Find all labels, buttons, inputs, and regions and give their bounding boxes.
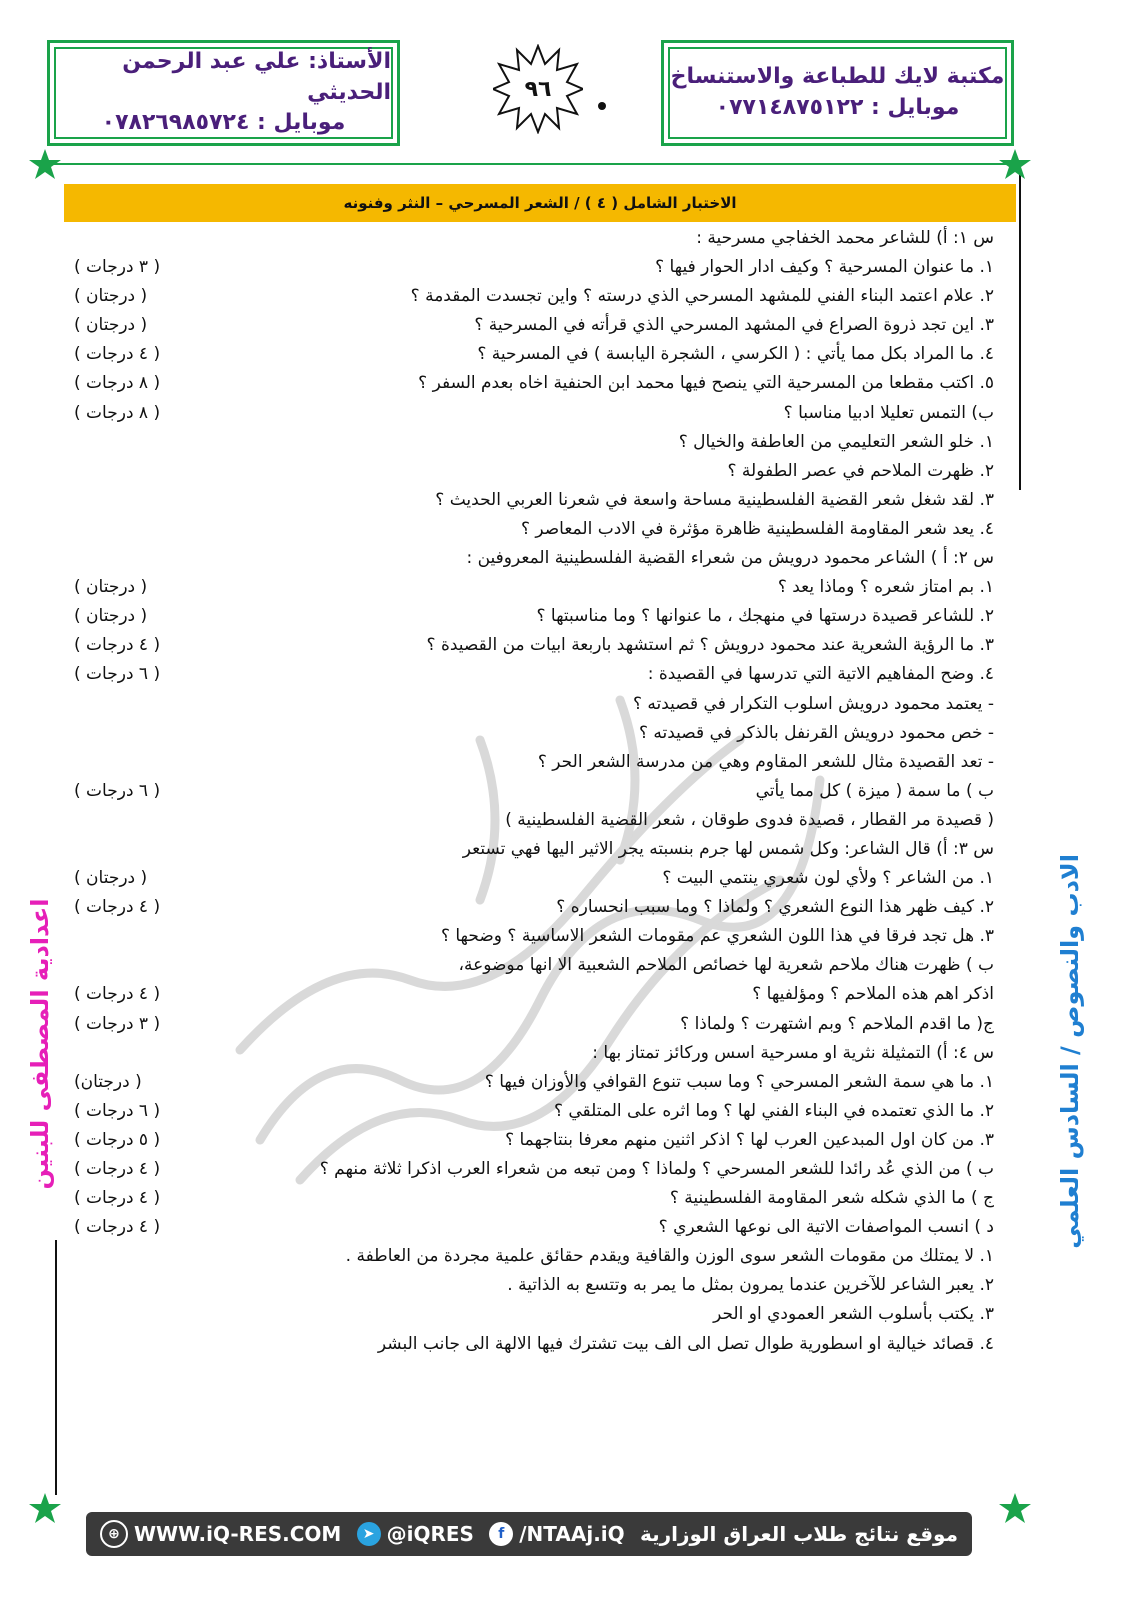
question-row xyxy=(74,602,994,631)
top-divider xyxy=(44,163,1012,165)
question-text: س ١: أ) للشاعر محمد الخفاجي مسرحية : xyxy=(696,228,994,248)
question-row xyxy=(74,311,994,340)
marks-label: ( ٣ درجات ) xyxy=(74,1013,161,1034)
question-row xyxy=(74,660,994,689)
marks-label: ( ٤ درجات ) xyxy=(74,344,161,365)
library-phone: موبايل : ٠٧٧١٤٨٧٥١٢٢ xyxy=(715,95,960,120)
question-text: ٢. للشاعر قصيدة درستها في منهجك ، ما عنوانها ؟ وما مناسبتها ؟ xyxy=(536,606,994,627)
question-row xyxy=(74,777,994,806)
question-row xyxy=(74,690,994,719)
marks-label: ( ٤ درجات ) xyxy=(74,1217,161,1238)
question-text: س ٣: أ) قال الشاعر: وكل شمس لها جرم بنسبته يجر الاثير اليها فهي تستعر xyxy=(462,838,994,859)
page-number-badge xyxy=(493,44,583,134)
star-icon xyxy=(28,1492,62,1526)
question-text: ج ) ما الذي شكله شعر المقاومة الفلسطينية ؟ xyxy=(669,1188,994,1209)
marks-label: ( ٤ درجات ) xyxy=(74,984,161,1005)
side-school-label: اعدادية المصطفى للبنين xyxy=(26,898,54,1190)
question-text: د ) انسب المواصفات الاتية الى نوعها الشعري ؟ xyxy=(658,1217,994,1238)
globe-icon: ⊕ xyxy=(100,1520,128,1548)
question-text: ٤. وضح المفاهيم الاتية التي تدرسها في القصيدة : xyxy=(647,664,994,685)
question-row xyxy=(74,457,994,486)
question-text: اذكر اهم هذه الملاحم ؟ ومؤلفيها ؟ xyxy=(752,984,994,1005)
question-row xyxy=(74,1330,994,1359)
question-row xyxy=(74,1068,994,1097)
marks-label: ( درجتان) xyxy=(74,1071,142,1092)
question-text: ١. ما عنوان المسرحية ؟ وكيف ادار الحوار فيها ؟ xyxy=(655,257,994,278)
question-text: ٢. كيف ظهر هذا النوع الشعري ؟ ولماذا ؟ وما سبب انحساره ؟ xyxy=(556,897,994,918)
question-text: ٣. يكتب بأسلوب الشعر العمودي او الحر xyxy=(713,1304,994,1325)
question-row xyxy=(74,1010,994,1039)
question-text: ١. من الشاعر ؟ ولأي لون شعري ينتمي البيت ؟ xyxy=(662,868,994,889)
question-text: ١. لا يمتلك من مقومات الشعر سوى الوزن والقافية ويقدم حقائق علمية مجردة من العاطفة . xyxy=(345,1246,994,1267)
footer-telegram[interactable]: ➤ @iQRES xyxy=(357,1522,474,1546)
page-number: ٩٦ xyxy=(524,76,552,102)
exam-content xyxy=(74,224,994,1359)
marks-label: ( ٥ درجات ) xyxy=(74,1129,161,1150)
question-text: س ٢: أ ) الشاعر محمود درويش من شعراء القضية الفلسطينية المعروفين : xyxy=(466,548,994,569)
question-text: ب ) ما سمة ( ميزة ) كل مما يأتي xyxy=(755,780,994,801)
question-text: ج( ما اقدم الملاحم ؟ وبم اشتهرت ؟ ولماذا ؟ xyxy=(680,1013,994,1034)
marks-label: ( ٦ درجات ) xyxy=(74,664,161,685)
question-text: ب ) ظهرت هناك ملاحم شعرية لها خصائص الملاحم الشعبية الا انها موضوعة، xyxy=(458,955,994,976)
question-text: ٣. من كان اول المبدعين العرب لها ؟ اذكر اثنين منهم معرفا بنتاجهما ؟ xyxy=(505,1129,994,1150)
question-row xyxy=(74,399,994,428)
question-text: ٣. هل تجد فرقا في هذا اللون الشعري عم مقومات الشعر الاساسية ؟ وضحها ؟ xyxy=(440,926,994,947)
question-row xyxy=(74,486,994,515)
question-row xyxy=(74,835,994,864)
question-text: - خص محمود درويش القرنفل بالذكر في قصيدته ؟ xyxy=(638,722,994,743)
teacher-phone: موبايل : ٠٧٨٢٦٩٨٥٧٢٤ xyxy=(101,110,346,136)
footer-facebook[interactable]: f /NTAAj.iQ xyxy=(489,1522,624,1546)
question-row xyxy=(74,864,994,893)
question-row xyxy=(74,340,994,369)
question-row xyxy=(74,893,994,922)
question-row xyxy=(74,951,994,980)
marks-label: ( درجتان ) xyxy=(74,286,148,307)
question-text: ١. خلو الشعر التعليمي من العاطفة والخيال ؟ xyxy=(678,431,994,452)
footer-website[interactable]: ⊕ WWW.iQ-RES.COM xyxy=(100,1520,341,1548)
marks-label: ( ٤ درجات ) xyxy=(74,1159,161,1179)
right-border-line xyxy=(1019,170,1021,490)
question-text: ٢. يعبر الشاعر للآخرين عندما يمرون بمثل ما يمر به وتتسع به الذاتية . xyxy=(507,1275,994,1296)
facebook-icon: f xyxy=(489,1522,513,1546)
question-text: ٤. يعد شعر المقاومة الفلسطينية ظاهرة مؤثرة في الادب المعاصر ؟ xyxy=(520,518,994,539)
question-row xyxy=(74,1039,994,1068)
question-text: ٢. علام اعتمد البناء الفني للمشهد المسرحي الذي درسته ؟ واين تجسدت المقدمة ؟ xyxy=(410,286,994,307)
marks-label: ( درجتان ) xyxy=(74,868,148,889)
question-row xyxy=(74,719,994,748)
question-text: ب ) من الذي عُد رائدا للشعر المسرحي ؟ ولماذا ؟ ومن تبعه من شعراء العرب اذكرا ثلاثة منهم ؟ xyxy=(319,1159,994,1179)
exam-title: الاختبار الشامل ( ٤ ) / الشعر المسرحي – النثر وفنونه xyxy=(64,184,1016,222)
footer-bar xyxy=(86,1512,972,1556)
question-row xyxy=(74,428,994,457)
side-subject-label: الادب والنصوص / السادس العلمي xyxy=(1056,854,1084,1249)
question-text: ٤. ما المراد بكل مما يأتي : ( الكرسي ، الشجرة اليابسة ) في المسرحية ؟ xyxy=(477,344,994,365)
library-name: مكتبة لايك للطباعة والاستنساخ xyxy=(670,64,1005,90)
marks-label: ( درجتان ) xyxy=(74,577,148,598)
question-text: - تعد القصيدة مثال للشعر المقاوم وهي من مدرسة الشعر الحر ؟ xyxy=(537,751,994,772)
question-row xyxy=(74,282,994,311)
marks-label: ( ٣ درجات ) xyxy=(74,257,161,278)
question-text: ٣. لقد شغل شعر القضية الفلسطينية مساحة واسعة في شعرنا العربي الحديث ؟ xyxy=(435,489,994,510)
question-text: ٤. قصائد خيالية او اسطورية طوال تصل الى الف بيت تشترك فيها الالهة الى جانب البشر xyxy=(377,1333,994,1354)
question-row xyxy=(74,1242,994,1271)
question-text: ١. بم امتاز شعره ؟ وماذا يعد ؟ xyxy=(777,577,994,598)
marks-label: ( درجتان ) xyxy=(74,315,148,336)
question-row xyxy=(74,922,994,951)
question-row xyxy=(74,631,994,660)
question-row xyxy=(74,224,994,253)
question-row xyxy=(74,515,994,544)
question-text: ٥. اكتب مقطعا من المسرحية التي ينصح فيها محمد ابن الحنفية اخاه بعدم السفر ؟ xyxy=(418,373,994,394)
question-text: ٣. ما الرؤية الشعرية عند محمود درويش ؟ ثم استشهد باربعة ابيات من القصيدة ؟ xyxy=(426,635,994,656)
question-text: ٢. ظهرت الملاحم في عصر الطفولة ؟ xyxy=(727,460,994,481)
question-row xyxy=(74,1155,994,1184)
footer-site-name: موقع نتائج طلاب العراق الوزارية xyxy=(639,1522,958,1546)
marks-label: ( ٦ درجات ) xyxy=(74,780,161,801)
question-text: ( قصيدة مر القطار ، قصيدة فدوى طوقان ، شعر القضية الفلسطينية ) xyxy=(505,809,994,830)
marks-label: ( ٤ درجات ) xyxy=(74,897,161,918)
question-row xyxy=(74,544,994,573)
question-text: ب) التمس تعليلا ادبيا مناسبا ؟ xyxy=(783,402,994,423)
marks-label: ( ٨ درجات ) xyxy=(74,402,161,423)
question-row xyxy=(74,748,994,777)
question-row xyxy=(74,806,994,835)
marks-label: ( درجتان ) xyxy=(74,606,148,627)
question-row xyxy=(74,1213,994,1242)
marks-label: ( ٤ درجات ) xyxy=(74,1188,161,1209)
question-row xyxy=(74,1271,994,1300)
dot-mark xyxy=(598,102,606,110)
question-row xyxy=(74,980,994,1009)
question-text: ٢. ما الذي تعتمده في البناء الفني لها ؟ وما اثره على المتلقي ؟ xyxy=(553,1100,994,1121)
question-row xyxy=(74,1300,994,1329)
star-icon xyxy=(998,1492,1032,1526)
question-text: - يعتمد محمود درويش اسلوب التكرار في قصيدته ؟ xyxy=(632,693,994,714)
question-row xyxy=(74,1184,994,1213)
question-text: ٣. اين تجد ذروة الصراع في المشهد المسرحي الذي قرأته في المسرحية ؟ xyxy=(474,315,994,336)
question-text: ١. ما هي سمة الشعر المسرحي ؟ وما سبب تنوع القوافي والأوزان فيها ؟ xyxy=(484,1071,994,1092)
question-text: س ٤: أ) التمثيلة نثرية او مسرحية اسس وركائز تمتاز بها : xyxy=(592,1042,994,1063)
left-border-line xyxy=(55,1240,57,1495)
teacher-name: الأستاذ: علي عبد الرحمن الحديثي xyxy=(122,48,391,105)
question-row xyxy=(74,369,994,398)
library-box xyxy=(661,40,1014,146)
marks-label: ( ٤ درجات ) xyxy=(74,635,161,656)
teacher-box xyxy=(47,40,400,146)
question-row xyxy=(74,1097,994,1126)
star-icon xyxy=(998,148,1032,182)
marks-label: ( ٦ درجات ) xyxy=(74,1100,161,1121)
question-row xyxy=(74,253,994,282)
star-icon xyxy=(28,148,62,182)
marks-label: ( ٨ درجات ) xyxy=(74,373,161,394)
question-row xyxy=(74,573,994,602)
telegram-icon: ➤ xyxy=(357,1522,381,1546)
question-row xyxy=(74,1126,994,1155)
